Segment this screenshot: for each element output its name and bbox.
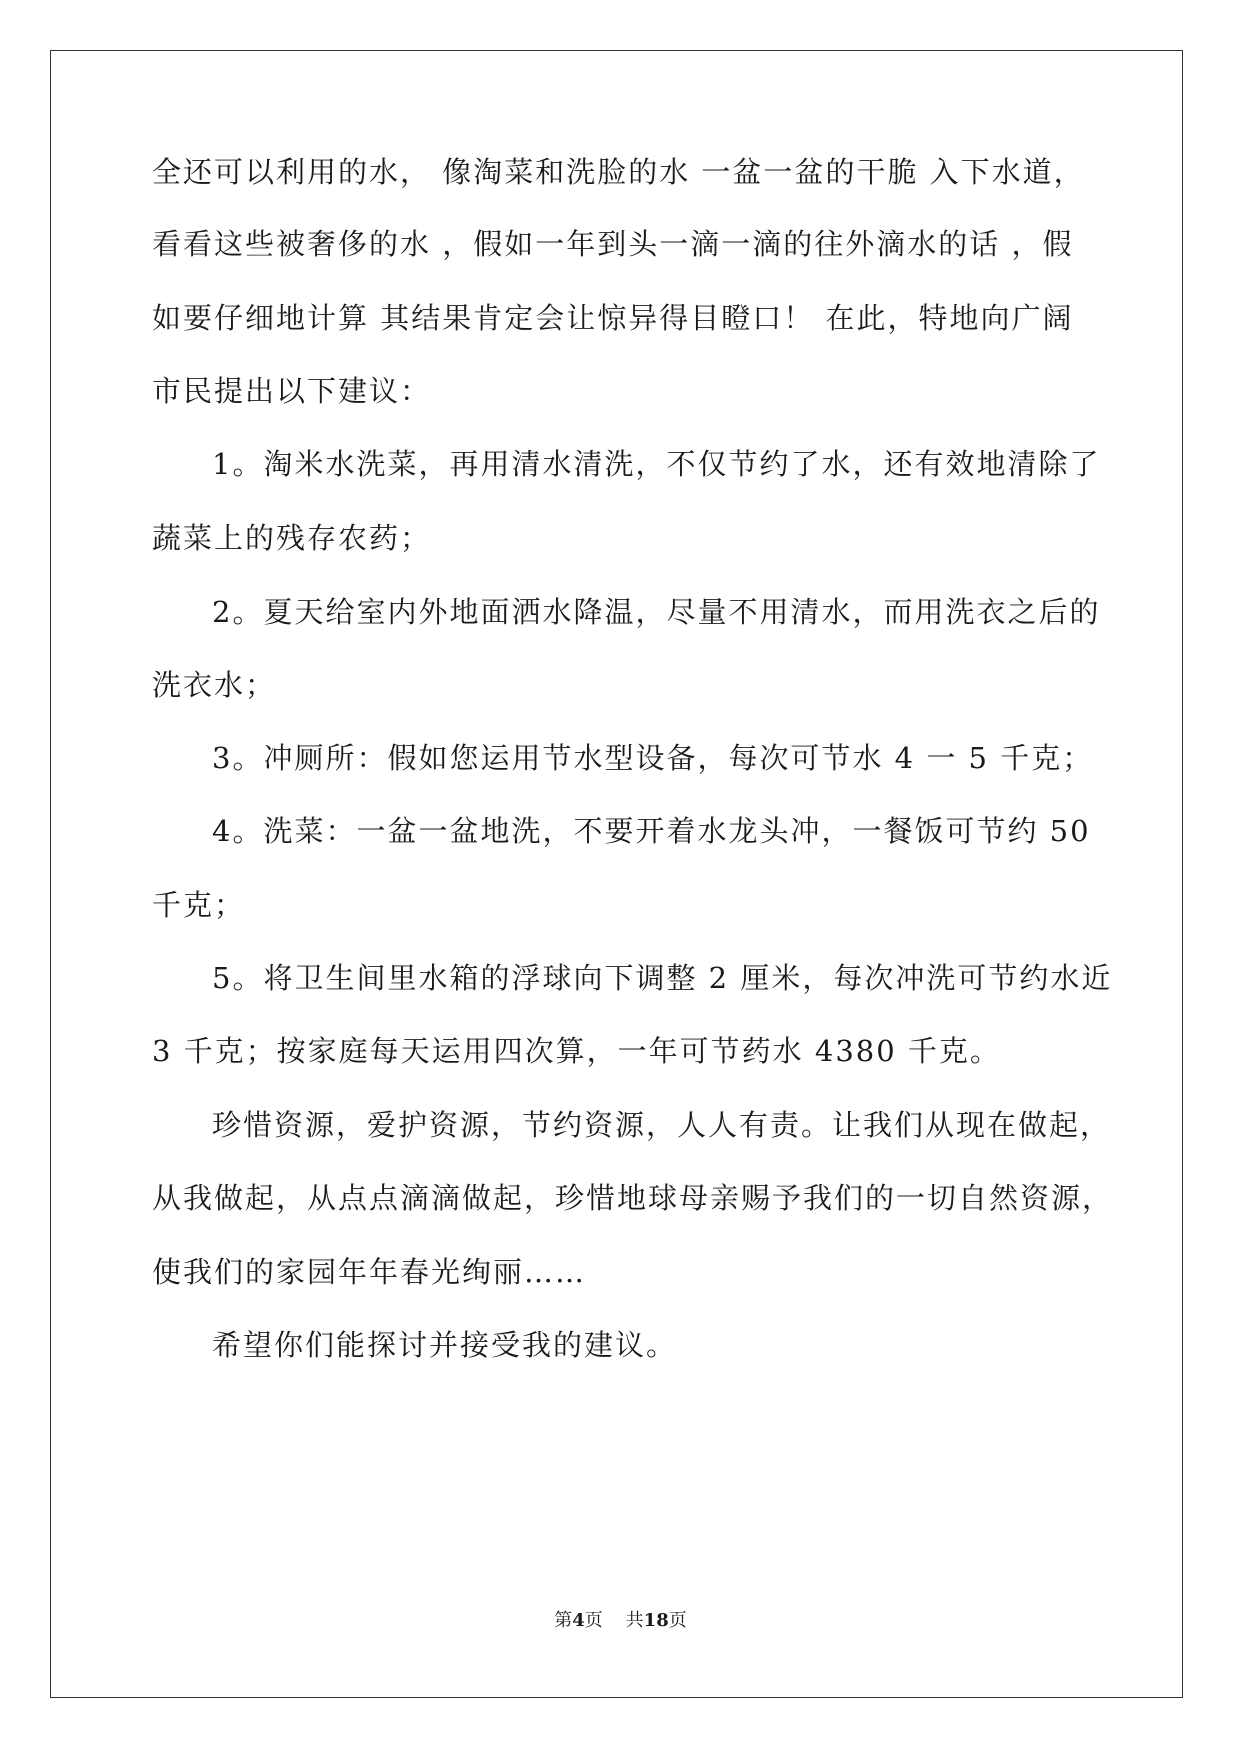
total-suffix: 页 bbox=[668, 1610, 687, 1631]
text-line: 蔬菜上的残存农药； bbox=[152, 521, 432, 555]
page-suffix: 页 bbox=[584, 1610, 603, 1631]
text-line: 从我做起，从点点滴滴做起，珍惜地球母亲赐予我们的一切自然资源， bbox=[152, 1181, 1114, 1215]
text-line: 洗衣水； bbox=[152, 668, 277, 702]
text-line: 如要仔细地计算 其结果肯定会让惊异得目瞪口！ 在此，特地向广阔 bbox=[152, 301, 1074, 335]
text-line: 千克； bbox=[152, 888, 246, 922]
text-line: 希望你们能探讨并接受我的建议。 bbox=[212, 1328, 678, 1362]
text-line: 使我们的家园年年春光绚丽…… bbox=[152, 1255, 587, 1289]
page-current: 4 bbox=[572, 1610, 585, 1631]
total-prefix: 共 bbox=[625, 1610, 644, 1631]
text-line: 3。冲厕所：假如您运用节水型设备，每次可节水 4 一 5 千克； bbox=[212, 741, 1094, 775]
text-line: 全还可以利用的水， 像淘菜和洗脸的水 一盆一盆的干脆 入下水道， bbox=[152, 155, 1085, 189]
page-prefix: 第 bbox=[554, 1610, 573, 1631]
text-line: 1。淘米水洗菜，再用清水清洗，不仅节约了水，还有效地清除了 bbox=[212, 447, 1101, 481]
text-line: 市民提出以下建议： bbox=[152, 374, 432, 408]
text-line: 2。夏天给室内外地面洒水降温，尽量不用清水，而用洗衣之后的 bbox=[212, 595, 1101, 629]
text-line: 4。洗菜：一盆一盆地洗，不要开着水龙头冲，一餐饭可节约 50 bbox=[212, 814, 1091, 848]
text-line: 3 千克；按家庭每天运用四次算，一年可节药水 4380 千克。 bbox=[152, 1034, 1001, 1068]
page-footer bbox=[0, 1606, 1241, 1632]
text-line: 5。将卫生间里水箱的浮球向下调整 2 厘米，每次冲洗可节约水近 bbox=[212, 961, 1113, 995]
text-line: 看看这些被奢侈的水 ，假如一年到头一滴一滴的往外滴水的话 ，假 bbox=[152, 227, 1074, 261]
text-line: 珍惜资源，爱护资源，节约资源，人人有责。让我们从现在做起， bbox=[212, 1108, 1112, 1142]
page-total: 18 bbox=[643, 1610, 669, 1631]
